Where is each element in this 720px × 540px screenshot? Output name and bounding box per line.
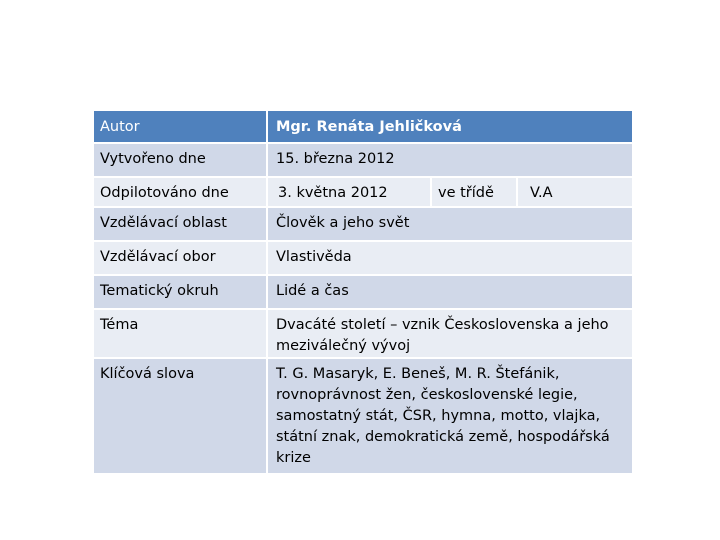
label-vzdelavaci-oblast: Vzdělávací oblast (94, 208, 266, 240)
label-tema: Téma (94, 310, 266, 357)
table-row-odpilotovano (94, 178, 632, 206)
value-odpilotovano: 3. května 2012 (268, 178, 430, 206)
class-label: ve třídě (432, 178, 516, 206)
value-vytvoreno: 15. března 2012 (268, 144, 632, 176)
label-klicova-slova: Klíčová slova (94, 359, 266, 473)
table-row-klicova-slova (94, 359, 632, 473)
table-row-vytvoreno (94, 144, 632, 176)
table-row-autor (94, 111, 632, 142)
table-row-vzdelavaci-oblast (94, 208, 632, 240)
label-odpilotovano: Odpilotováno dne (94, 178, 266, 206)
value-tematicky-okruh: Lidé a čas (268, 276, 632, 308)
label-vytvoreno: Vytvořeno dne (94, 144, 266, 176)
label-vzdelavaci-obor: Vzdělávací obor (94, 242, 266, 274)
label-tematicky-okruh: Tematický okruh (94, 276, 266, 308)
value-klicova-slova: T. G. Masaryk, E. Beneš, M. R. Štefánik, rovnoprávnost žen, československé legie, samostatný stát, ČSR, hymna, motto, vlajka, státní znak, demokratická země, hospodářská krize (268, 359, 632, 473)
table-row-vzdelavaci-obor (94, 242, 632, 274)
table-row-tematicky-okruh (94, 276, 632, 308)
label-autor: Autor (94, 111, 266, 142)
class-value: V.A (518, 178, 632, 206)
table-row-tema (94, 310, 632, 357)
value-vzdelavaci-obor: Vlastivěda (268, 242, 632, 274)
value-vzdelavaci-oblast: Člověk a jeho svět (268, 208, 632, 240)
value-tema: Dvacáté století – vznik Československa a jeho meziválečný vývoj (268, 310, 632, 357)
value-autor: Mgr. Renáta Jehličková (268, 111, 632, 142)
